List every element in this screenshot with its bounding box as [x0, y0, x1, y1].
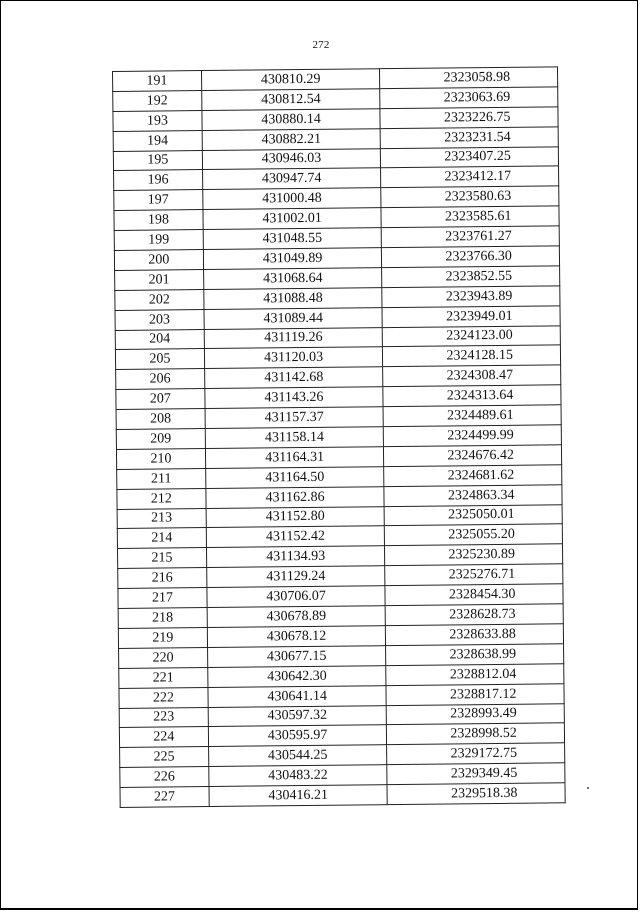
- y-coordinate-cell: [387, 703, 565, 725]
- x-coordinate-cell: 431164.50: [205, 466, 384, 488]
- x-coordinate-cell: 431089.44: [204, 307, 383, 329]
- y-coordinate-cell: [384, 425, 562, 447]
- y-coordinate-value: 2329172.75: [450, 745, 518, 762]
- x-coordinate-cell: 430882.21: [202, 128, 381, 150]
- y-coordinate-cell: [387, 743, 565, 765]
- point-number-cell: 196: [114, 170, 203, 191]
- point-number-cell: 207: [116, 389, 205, 410]
- point-number-cell: 200: [114, 250, 203, 271]
- x-coordinate-cell: 431002.01: [203, 208, 382, 230]
- y-coordinate-cell: [384, 485, 562, 507]
- x-coordinate-cell: 431088.48: [204, 287, 383, 309]
- x-coordinate-cell: 430642.30: [208, 665, 387, 687]
- y-coordinate-value: 2324676.42: [447, 447, 515, 464]
- y-coordinate-value: 2323766.30: [445, 248, 512, 265]
- y-coordinate-cell: [382, 266, 560, 288]
- point-number-cell: 192: [113, 90, 202, 111]
- point-number-cell: 211: [117, 468, 206, 489]
- y-coordinate-value: 2324489.61: [446, 407, 514, 424]
- point-number-cell: 227: [120, 787, 209, 808]
- point-number-cell: 220: [119, 647, 208, 668]
- y-coordinate-value: 2329518.38: [450, 785, 518, 802]
- point-number-cell: 199: [114, 230, 203, 251]
- x-coordinate-cell: 430677.15: [207, 645, 386, 667]
- y-coordinate-value: 2323412.17: [444, 169, 512, 185]
- y-coordinate-value: 2328998.52: [450, 726, 517, 742]
- y-coordinate-cell: [383, 405, 561, 427]
- x-coordinate-cell: 431049.89: [203, 248, 382, 270]
- point-number-cell: 212: [117, 488, 206, 509]
- point-number-cell: 195: [113, 150, 202, 171]
- y-coordinate-value: 2323949.01: [445, 308, 513, 325]
- y-coordinate-value: 2325055.20: [448, 527, 515, 543]
- y-coordinate-value: 2328454.30: [448, 586, 516, 603]
- y-coordinate-cell: [382, 246, 560, 268]
- y-coordinate-cell: [385, 584, 563, 606]
- y-coordinate-cell: [384, 504, 562, 526]
- y-coordinate-value: 2324123.00: [446, 328, 513, 344]
- y-coordinate-value: 2324863.34: [447, 487, 515, 504]
- coordinate-table-body: [113, 67, 566, 808]
- y-coordinate-cell: [386, 644, 564, 666]
- point-number-cell: 226: [120, 767, 209, 788]
- y-coordinate-value: 2323063.69: [443, 89, 511, 106]
- y-coordinate-cell: [383, 325, 561, 347]
- point-number-cell: 222: [119, 687, 208, 708]
- x-coordinate-cell: 430597.32: [208, 705, 387, 727]
- y-coordinate-cell: [386, 624, 564, 646]
- y-coordinate-value: 2328628.73: [449, 606, 516, 623]
- point-number-cell: 223: [119, 707, 208, 728]
- y-coordinate-cell: [381, 206, 559, 228]
- x-coordinate-cell: 431048.55: [203, 228, 382, 250]
- y-coordinate-value: 2325230.89: [448, 547, 516, 563]
- y-coordinate-value: 2328812.04: [449, 666, 517, 683]
- point-number-cell: 210: [116, 448, 205, 469]
- x-coordinate-cell: 431119.26: [204, 327, 383, 349]
- point-number-cell: 208: [116, 409, 205, 430]
- page-number: 272: [312, 39, 330, 51]
- x-coordinate-cell: 430678.89: [207, 606, 386, 628]
- y-coordinate-cell: [386, 604, 564, 626]
- point-number-cell: 194: [113, 130, 202, 151]
- point-number-cell: 217: [118, 588, 207, 609]
- x-coordinate-cell: 431152.42: [206, 526, 385, 548]
- y-coordinate-cell: [385, 524, 563, 546]
- x-coordinate-cell: 430812.54: [202, 89, 381, 111]
- point-number-cell: 224: [119, 727, 208, 748]
- y-coordinate-value: 2323407.25: [444, 149, 511, 165]
- y-coordinate-cell: [384, 445, 562, 467]
- point-number-cell: 205: [115, 349, 204, 370]
- y-coordinate-cell: [387, 763, 565, 785]
- point-number-cell: 204: [115, 329, 204, 350]
- x-coordinate-cell: 430544.25: [208, 745, 387, 767]
- x-coordinate-cell: 430706.07: [207, 586, 386, 608]
- point-number-cell: 198: [114, 210, 203, 231]
- coordinate-table: [112, 66, 566, 808]
- y-coordinate-value: 2324499.99: [447, 427, 514, 444]
- x-coordinate-cell: 430416.21: [209, 785, 388, 807]
- x-coordinate-cell: 431158.14: [205, 427, 384, 449]
- y-coordinate-value: 2324313.64: [446, 387, 514, 404]
- point-number-cell: 206: [116, 369, 205, 390]
- point-number-cell: 216: [118, 568, 207, 589]
- x-coordinate-cell: 431142.68: [204, 367, 383, 389]
- y-coordinate-value: 2323943.89: [445, 288, 513, 305]
- y-coordinate-value: 2325276.71: [448, 566, 516, 583]
- y-coordinate-value: 2328633.88: [449, 626, 516, 643]
- y-coordinate-value: 2324681.62: [447, 467, 515, 484]
- y-coordinate-value: 2323852.55: [445, 268, 513, 285]
- y-coordinate-value: 2323231.54: [444, 129, 511, 146]
- point-number-cell: 225: [120, 747, 209, 768]
- y-coordinate-cell: [385, 544, 563, 566]
- x-coordinate-cell: 431157.37: [205, 407, 384, 429]
- point-number-cell: 193: [113, 110, 202, 131]
- y-coordinate-cell: [381, 166, 559, 188]
- y-coordinate-cell: [381, 146, 559, 168]
- point-number-cell: 191: [113, 71, 202, 92]
- y-coordinate-cell: [382, 306, 560, 328]
- y-coordinate-cell: [387, 723, 565, 745]
- point-number-cell: 201: [115, 269, 204, 290]
- x-coordinate-cell: 430483.22: [209, 765, 388, 787]
- y-coordinate-cell: [383, 385, 561, 407]
- y-coordinate-cell: [383, 345, 561, 367]
- y-coordinate-cell: [382, 226, 560, 248]
- x-coordinate-cell: 431000.48: [203, 188, 382, 210]
- point-number-cell: 203: [115, 309, 204, 330]
- y-coordinate-cell: [387, 783, 565, 805]
- x-coordinate-cell: 430595.97: [208, 725, 387, 747]
- x-coordinate-cell: 430946.03: [202, 148, 381, 170]
- point-number-cell: 214: [117, 528, 206, 549]
- y-coordinate-value: 2329349.45: [450, 765, 518, 782]
- y-coordinate-cell: [382, 286, 560, 308]
- point-number-cell: 213: [117, 508, 206, 529]
- y-coordinate-cell: [384, 465, 562, 487]
- y-coordinate-value: 2323580.63: [444, 189, 512, 205]
- table-row: [120, 783, 565, 808]
- point-number-cell: 215: [118, 548, 207, 569]
- x-coordinate-cell: 430641.14: [208, 685, 387, 707]
- y-coordinate-value: 2325050.01: [448, 507, 515, 523]
- y-coordinate-cell: [385, 564, 563, 586]
- x-coordinate-cell: 430678.12: [207, 626, 386, 648]
- y-coordinate-value: 2328993.49: [450, 706, 517, 722]
- x-coordinate-cell: 431164.31: [205, 447, 384, 469]
- x-coordinate-cell: 431129.24: [207, 566, 386, 588]
- y-coordinate-value: 2323226.75: [443, 109, 511, 126]
- y-coordinate-value: 2324128.15: [446, 348, 514, 364]
- point-number-cell: 209: [116, 429, 205, 450]
- x-coordinate-cell: 431152.80: [206, 506, 385, 528]
- y-coordinate-value: 2323585.61: [444, 208, 512, 225]
- y-coordinate-value: 2323058.98: [443, 69, 511, 86]
- x-coordinate-cell: 430947.74: [202, 168, 381, 190]
- y-coordinate-value: 2328638.99: [449, 646, 517, 663]
- y-coordinate-value: 2323761.27: [445, 228, 512, 245]
- point-number-cell: 221: [119, 667, 208, 688]
- x-coordinate-cell: 431134.93: [206, 546, 385, 568]
- y-coordinate-cell: [381, 127, 559, 149]
- x-coordinate-cell: 431120.03: [204, 347, 383, 369]
- y-coordinate-value: 2324308.47: [446, 368, 514, 384]
- x-coordinate-cell: 431143.26: [205, 387, 384, 409]
- x-coordinate-cell: 431162.86: [206, 486, 385, 508]
- point-number-cell: 202: [115, 289, 204, 310]
- point-number-cell: 218: [118, 608, 207, 629]
- x-coordinate-cell: 431068.64: [203, 268, 382, 290]
- scan-speck: [587, 787, 589, 789]
- point-number-cell: 197: [114, 190, 203, 211]
- y-coordinate-cell: [381, 186, 559, 208]
- y-coordinate-cell: [386, 664, 564, 686]
- y-coordinate-cell: [380, 107, 558, 129]
- point-number-cell: 219: [118, 627, 207, 648]
- y-coordinate-cell: [380, 67, 558, 89]
- y-coordinate-value: 2328817.12: [449, 686, 517, 702]
- x-coordinate-cell: 430880.14: [202, 108, 381, 130]
- y-coordinate-cell: [383, 365, 561, 387]
- x-coordinate-cell: 430810.29: [201, 69, 380, 91]
- y-coordinate-cell: [380, 87, 558, 109]
- y-coordinate-cell: [386, 683, 564, 705]
